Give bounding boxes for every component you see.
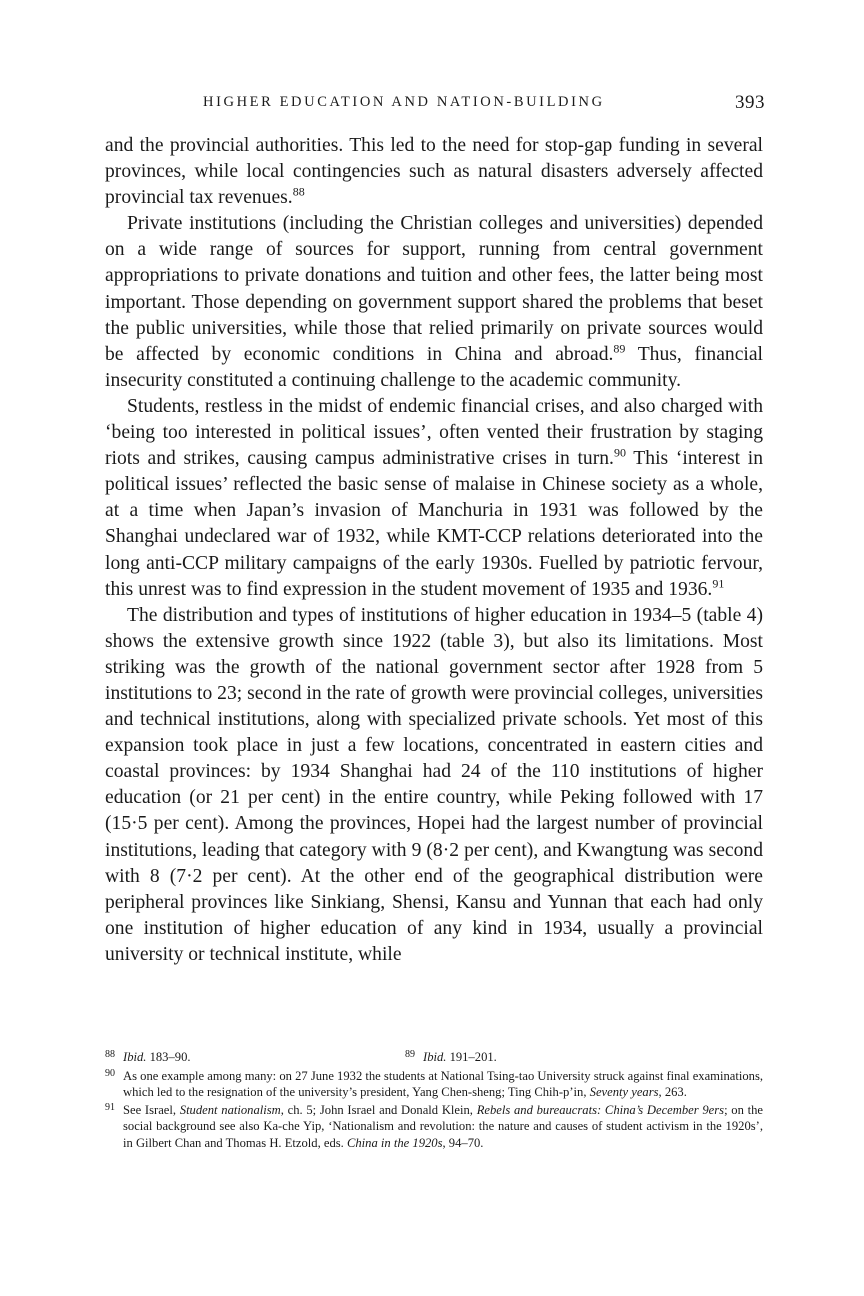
text-run: Private institutions (including the Christian colleges and universities) depended on a wide range of sources for support, running from central government appropriations to private donations and tuition and other fees, the latter being most important. Those depending on government support shared the problems that beset the public universities, while those that relied primarily on private sources would be affected by economic conditions in China and abroad. [105, 213, 763, 365]
footnote-text [423, 1049, 705, 1066]
text-run: , ch. 5; John Israel and Donald Klein, [280, 1102, 477, 1117]
page-header [105, 92, 765, 116]
text-run: , 94–70. [442, 1135, 484, 1150]
italic-title: Rebels and bureaucrats: China’s December 9ers [476, 1102, 725, 1117]
italic-title: Seventy years [589, 1085, 659, 1100]
text-run: , 263. [658, 1085, 687, 1100]
footnote-text [123, 1068, 763, 1101]
text-run: 183–90. [146, 1050, 191, 1064]
footnote-text [123, 1049, 405, 1066]
footnote-reference[interactable]: 90 [613, 445, 626, 460]
text-run: Thus, financial insecurity constituted a continuing challenge to the academic community. [105, 343, 763, 391]
page-number: 393 [735, 92, 765, 113]
footnote-91 [105, 1102, 763, 1152]
running-head: HIGHER EDUCATION AND NATION-BUILDING [203, 94, 605, 110]
paragraph [105, 394, 763, 603]
italic-title: Ibid. [423, 1050, 447, 1064]
footnote-90 [105, 1068, 763, 1101]
italic-title: Student nationalism [179, 1102, 281, 1117]
text-run: See Israel, [123, 1102, 180, 1117]
footnote-number: 90 [105, 1067, 115, 1079]
paragraph [105, 603, 763, 968]
paragraph [105, 211, 763, 394]
text-run: This ‘interest in political issues’ reflected the basic sense of malaise in Chinese society as a whole, at a time when Japan’s invasion of Manchuria in 1931 was followed by the Shanghai undeclared war of 1932, while KMT-CCP relations deteriorated into the long anti-CCP military campaigns of the early 1930s. Fuelled by patriotic fervour, this unrest was to find expression in the student movement of 1935 and 1936. [105, 448, 763, 600]
footnote-number: 88 [105, 1049, 115, 1060]
footnote-text [123, 1102, 763, 1152]
body-text [105, 133, 763, 968]
footnote-89 [405, 1049, 705, 1066]
text-run: 191–201. [446, 1050, 497, 1064]
paragraph [105, 133, 763, 211]
footnote-reference[interactable]: 88 [292, 184, 305, 199]
italic-title: China in the 1920s [346, 1135, 443, 1150]
footnote-88 [105, 1049, 405, 1066]
footnote-number: 91 [105, 1101, 115, 1113]
footnotes [105, 1049, 763, 1153]
footnote-reference[interactable]: 91 [712, 576, 725, 591]
text-run: Students, restless in the midst of endemic financial crises, and also charged with ‘being too interested in political issues’, often vented their frustration by staging riots and strikes, causing campus administrative crises in turn. [105, 395, 763, 470]
text-run: The distribution and types of institutions of higher education in 1934–5 (table 4) shows the extensive growth since 1922 (table 3), but also its limitations. Most striking was the growth of the national government sector after 1928 from 5 institutions to 23; second in the rate of growth were provincial colleges, universities and technical institutions, along with specialized private schools. Yet most of this expansion took place in just a few locations, concentrated in eastern cities and coastal provinces: by 1934 Shanghai had 24 of the 110 institutions of higher education (or 21 per cent) in the entire country, while Peking followed with 17 (15·5 per cent). Among the provinces, Hopei had the largest number of provincial institutions, leading that category with 9 (8·2 per cent), and Kwangtung was second with 8 (7·2 per cent). At the other end of the geographical distribution were peripheral provinces like Sinkiang, Shensi, Kansu and Yunnan that each had only one institution of higher education of any kind in 1934, usually a provincial university or technical institute, while [105, 604, 763, 965]
footnote-number: 89 [405, 1049, 415, 1060]
text-run: ; on the social background see also Ka-che Yip, ‘Nationalism and revolution: the nature and causes of student activism in the 1920s’, in Gilbert Chan and Thomas H. Etzold, eds. [123, 1102, 763, 1150]
text-run: and the provincial authorities. This led to the need for stop-gap funding in several provinces, while local contingencies such as natural disasters adversely affected provincial tax revenues. [105, 135, 763, 209]
footnote-pair [105, 1049, 763, 1066]
text-run: As one example among many: on 27 June 1932 the students at National Tsing-tao University struck against final examinations, which led to the resignation of the university’s president, Yang Chen-sheng; Ting Chih-p’in, [123, 1068, 763, 1100]
footnote-reference[interactable]: 89 [613, 341, 626, 356]
italic-title: Ibid. [123, 1050, 147, 1064]
